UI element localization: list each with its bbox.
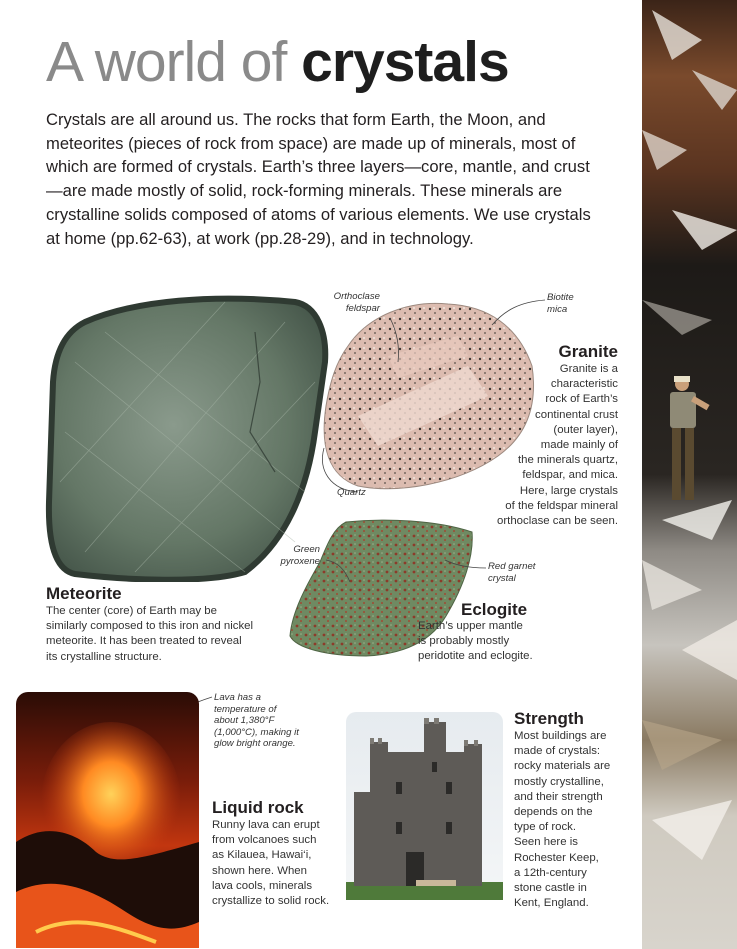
orthoclase-label-line2: feldspar [345, 302, 380, 314]
biotite-label-line2: mica [547, 303, 568, 315]
granite-line: continental crust [535, 408, 618, 421]
biotite-label [547, 292, 607, 315]
granite-line: made mainly of [540, 439, 618, 452]
granite-line: feldspar, and mica. [522, 469, 618, 482]
lava-caption-line: (1,000°C), making it [214, 726, 299, 738]
garnet-label [488, 561, 558, 584]
strength-line: mostly crystalline, [514, 775, 604, 788]
pyroxene-label-line2: pyroxene [280, 555, 320, 567]
liquid-rock-line: crystallize to solid rock. [212, 895, 330, 908]
biotite-label-line1: Biotite [547, 292, 574, 303]
strength-line: rocky materials are [514, 760, 611, 773]
meteorite-heading: Meteorite [46, 584, 122, 603]
granite-line: the minerals quartz, [517, 454, 618, 467]
strength-line: made of crystals: [514, 745, 601, 758]
eclogite-line: is probably mostly [418, 635, 510, 648]
title-bold: crystals [301, 30, 509, 94]
lava-photo [16, 692, 199, 948]
strength-text [514, 729, 634, 911]
granite-heading: Granite [558, 342, 618, 361]
granite-line: characteristic [550, 378, 618, 391]
strength-line: and their strength [514, 790, 603, 803]
strength-line: Kent, England. [514, 897, 589, 910]
granite-line: of the feldspar mineral [505, 499, 618, 512]
intro-paragraph: Crystals are all around us. The rocks that form Earth, the Moon, and meteorites (pieces of rock from space) are made up of minerals, most of which are formed of crystals. Earth’s three layers—core, mantle, and crust—are made mostly of solid, rock-forming minerals. These minerals are crystalline solids composed of atoms of various elements. We use crystals at home (pp.62-63), at work (pp.28-29), and in technology. [46, 110, 591, 248]
strength-heading: Strength [514, 709, 584, 728]
pyroxene-label-line1: Green [293, 544, 320, 555]
meteorite-text: The center (core) of Earth may be similarly composed to this iron and nickel meteorite. It has been treated to reveal its crystalline structure. [46, 605, 254, 663]
quartz-label: Quartz [337, 487, 366, 498]
castle-photo [346, 712, 503, 900]
liquid-rock-line: shown here. When [212, 864, 307, 877]
strength-line: Most buildings are [514, 730, 607, 742]
granite-line: Here, large crystals [519, 484, 618, 497]
lava-caption-line: Lava has a [214, 692, 261, 703]
granite-line: orthoclase can be seen. [497, 515, 618, 528]
strength-line: type of rock. [514, 821, 577, 834]
granite-line: rock of Earth’s [545, 393, 618, 406]
lava-caption [214, 692, 334, 750]
granite-line: (outer layer), [553, 423, 618, 436]
orthoclase-label-line1: Orthoclase [333, 291, 380, 302]
orthoclase-label [300, 291, 380, 314]
garnet-label-line1: Red garnet [488, 561, 536, 572]
granite-line: Granite is a [559, 363, 618, 375]
eclogite-line: Earth’s upper mantle [418, 620, 523, 632]
liquid-rock-line: lava cools, minerals [212, 879, 313, 892]
eclogite-text [418, 619, 588, 665]
lava-caption-line: temperature of [214, 703, 277, 715]
lava-caption-line: about 1,380°F [214, 715, 275, 726]
liquid-rock-heading: Liquid rock [212, 798, 304, 817]
title-light: A world of [46, 30, 287, 94]
pyroxene-label [260, 544, 320, 567]
strength-line: Seen here is [514, 836, 578, 849]
granite-text [428, 362, 618, 529]
lava-caption-line: glow bright orange. [214, 738, 296, 749]
liquid-rock-line: from volcanoes such [212, 834, 317, 847]
strength-line: Rochester Keep, [514, 851, 599, 864]
strength-line: a 12th-century [514, 866, 587, 879]
liquid-rock-line: as Kilauea, Hawai‘i, [212, 849, 312, 862]
eclogite-heading: Eclogite [461, 600, 528, 619]
eclogite-line: peridotite and eclogite. [418, 650, 533, 663]
strength-line: depends on the [514, 806, 593, 819]
garnet-label-line2: crystal [488, 572, 516, 584]
strength-line: stone castle in [514, 882, 587, 895]
liquid-rock-line: Runny lava can erupt [212, 819, 320, 831]
liquid-rock-text [212, 818, 347, 909]
